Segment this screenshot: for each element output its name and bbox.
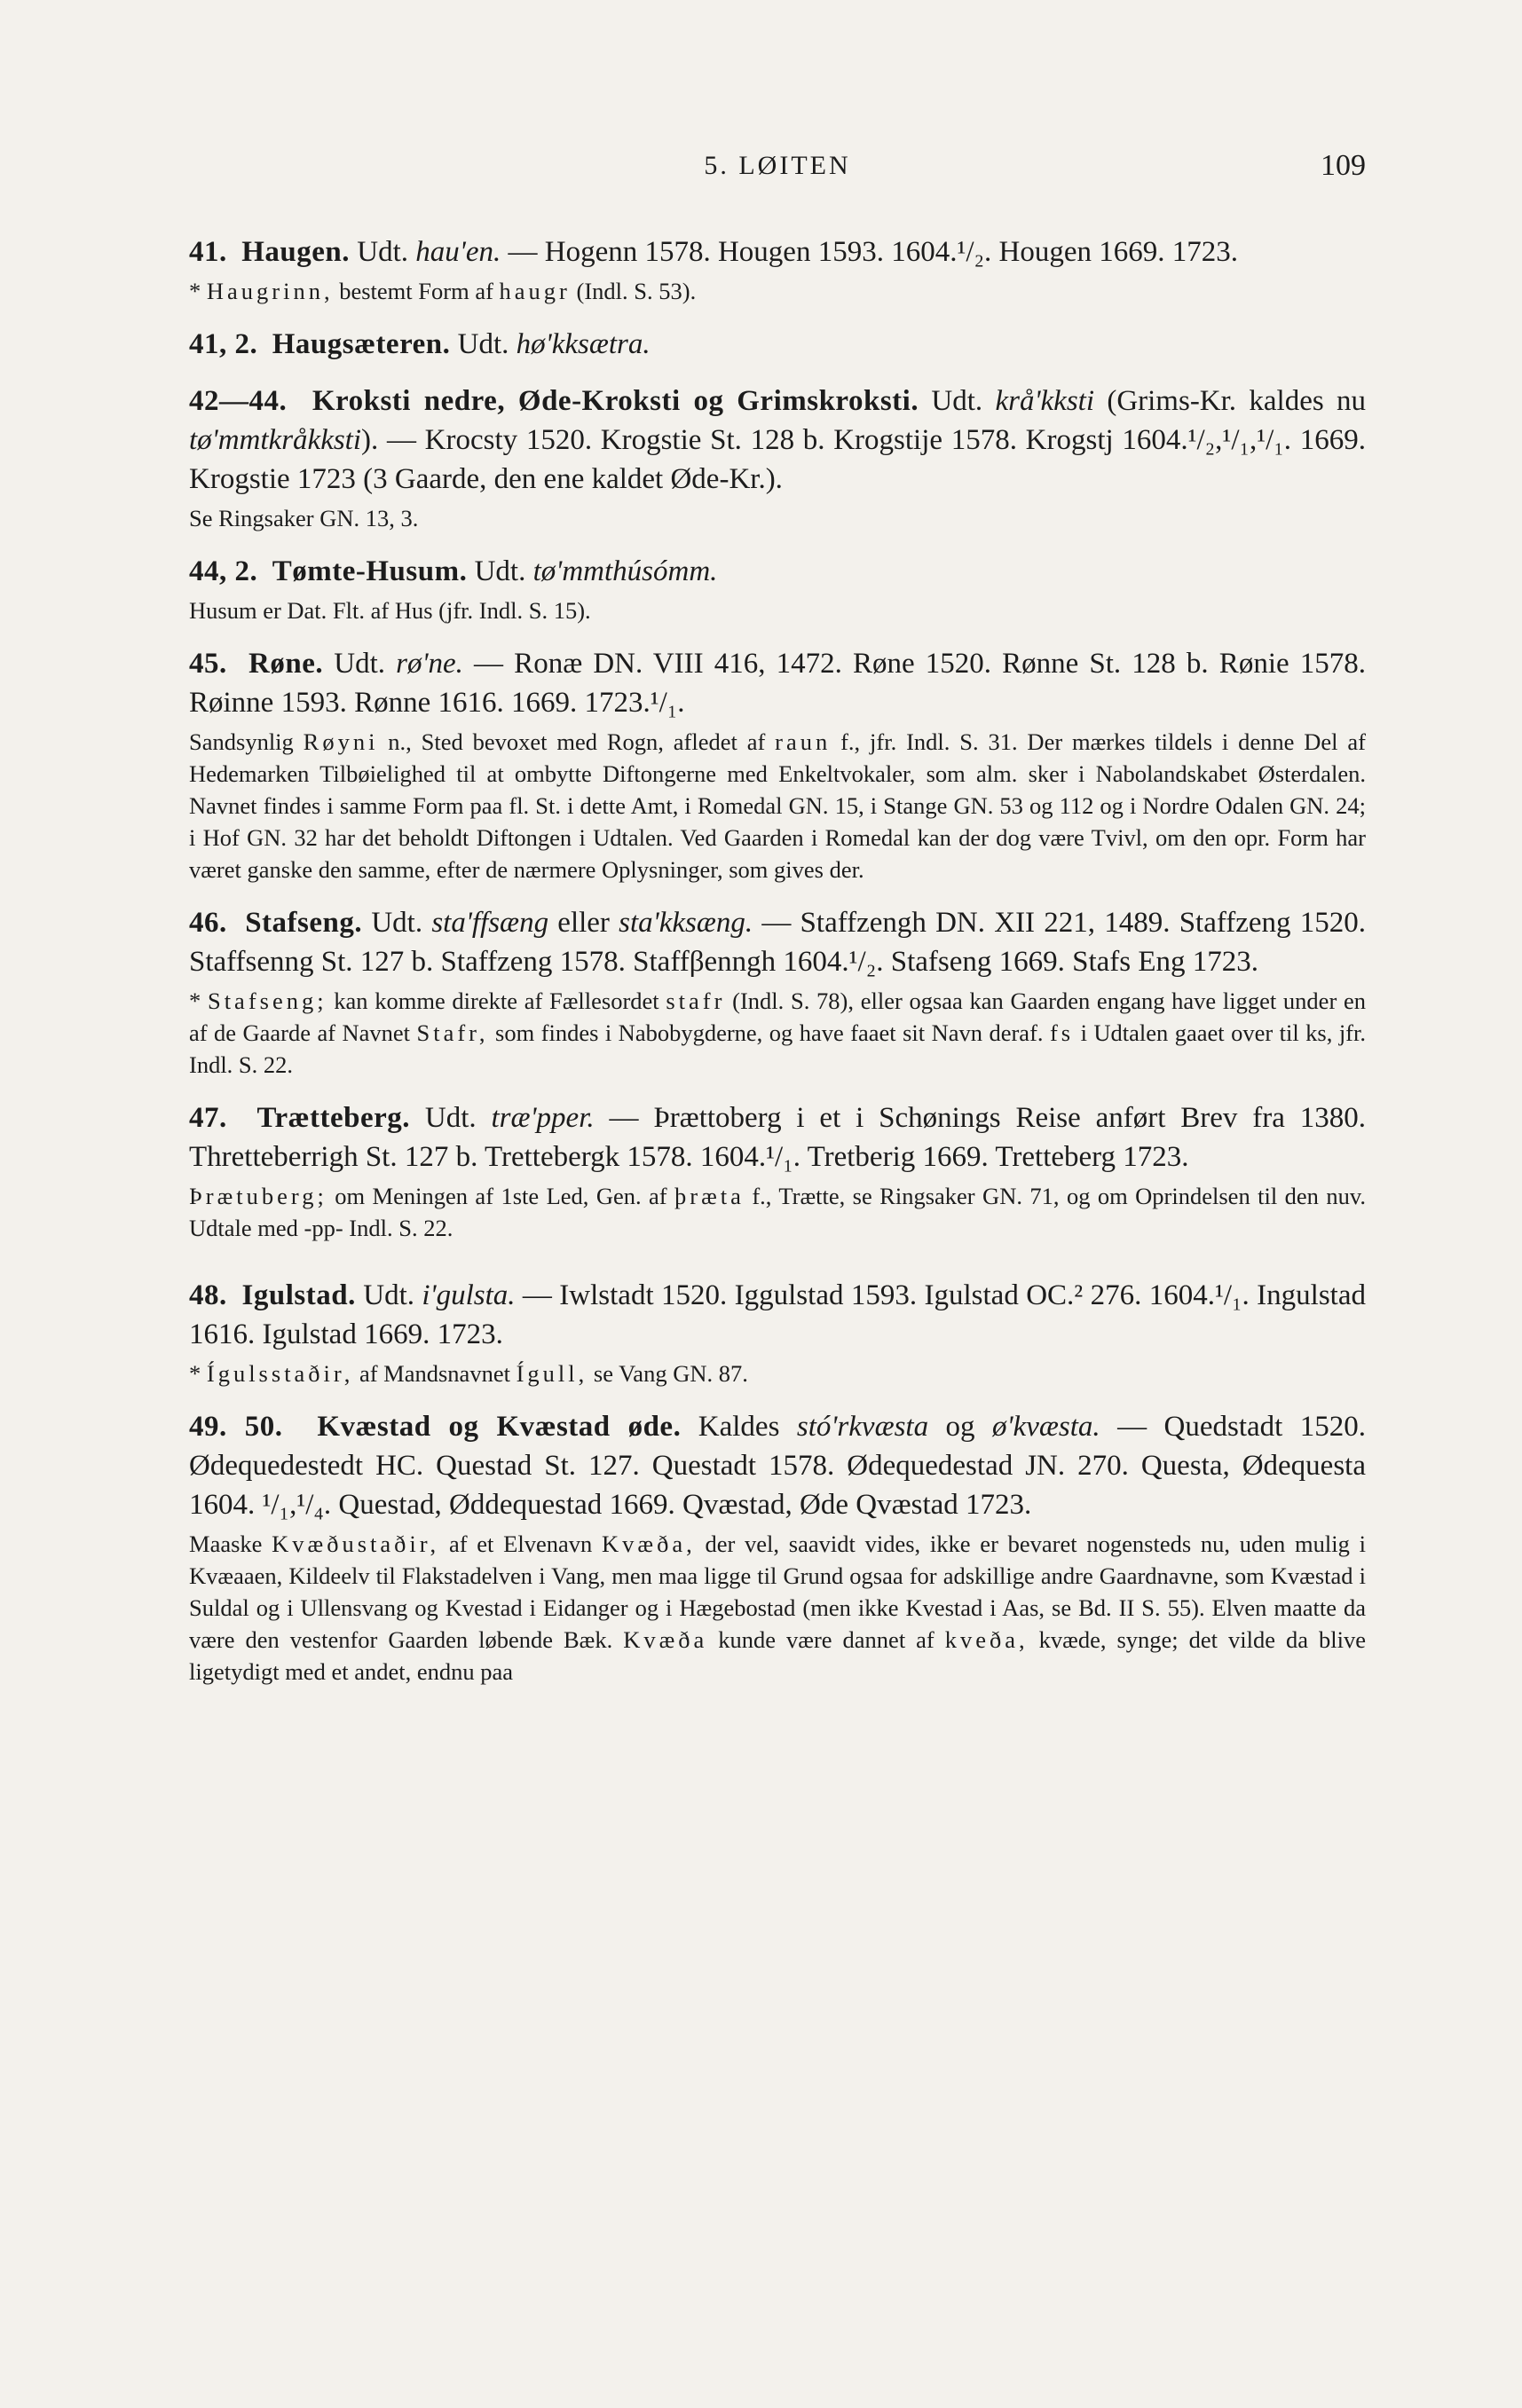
entry-text: — Ronæ DN. VIII 416, 1472. Røne 1520. Rønne St. 128 b. Rønie 1578. Røinne 1593. Rønne 1616. 1669. 1723.¹/₁. — [189, 648, 1367, 719]
entry-number: 47. — [189, 1102, 227, 1134]
note-spaced: Kvæðustaðir, — [272, 1531, 440, 1557]
farm-name: Trætteberg. — [256, 1102, 411, 1134]
entry-text: — Staffzengh DN. XII 221, 1489. Staffzeng 1520. Staffsenng St. 127 b. Staffzeng 1578. Staffβenngh 1604.¹/₂. Stafseng 1669. Stafs Eng 1723. — [189, 907, 1367, 978]
pronunciation: hau'en. — [415, 236, 501, 268]
note-spaced: Røyni — [303, 728, 379, 755]
page-header — [189, 151, 1366, 195]
entry-main — [189, 1098, 1366, 1176]
entry-text: Udt. — [919, 385, 996, 417]
farm-name: Haugsæteren. — [272, 328, 451, 360]
note-text: bestemt Form af — [333, 278, 500, 304]
note-text: n., Sted bevoxet med Rogn, afledet af — [378, 728, 776, 755]
note-text: som findes i Nabobygderne, og have faaet sit Navn deraf. — [488, 1019, 1050, 1046]
entry-47 — [189, 1098, 1366, 1244]
entry-main — [189, 644, 1366, 722]
note-spaced: Þrætuberg; — [189, 1183, 327, 1209]
entry-number: 45. — [189, 648, 227, 680]
entry-41-2 — [189, 325, 1366, 364]
note-text: Sandsynlig — [189, 728, 304, 755]
note-spaced: Stafseng; — [207, 988, 327, 1014]
note-spaced: haugr — [499, 278, 571, 304]
entry-49-50 — [189, 1407, 1366, 1688]
entry-text: — Þrættoberg i et i Schønings Reise anført Brev fra 1380. Thretteberrigh St. 127 b. Trettebergk 1578. 1604.¹/₁. Tretberig 1669. Tretteberg 1723. — [189, 1102, 1367, 1173]
pronunciation: krå'kksti — [995, 385, 1095, 417]
note-text: kan komme direkte af Fællesordet — [327, 988, 666, 1014]
entry-text: og — [928, 1411, 992, 1443]
note-spaced: raun — [775, 728, 832, 755]
farm-name: Stafseng. — [245, 907, 363, 939]
note-spaced: Haugrinn, — [206, 278, 334, 304]
entry-number: 49. 50. — [189, 1411, 283, 1443]
entry-note — [189, 1357, 1366, 1389]
entry-text: Udt. — [362, 907, 432, 939]
pronunciation: ø'kvæsta. — [992, 1411, 1100, 1443]
entry-note — [189, 275, 1366, 307]
entry-number: 44, 2. — [189, 555, 258, 587]
entry-text: — Iwlstadt 1520. Iggulstad 1593. Igulstad OC.² 276. 1604.¹/₁. Ingulstad 1616. Igulstad 1669. 1723. — [189, 1279, 1366, 1350]
note-spaced: kveða, — [944, 1626, 1029, 1653]
entry-note — [189, 1180, 1366, 1244]
entry-note — [189, 1528, 1366, 1688]
entry-number: 41. — [189, 236, 227, 268]
entry-main — [189, 1276, 1366, 1354]
entry-number: 41, 2. — [189, 328, 258, 360]
note-spaced: þræta — [674, 1183, 745, 1209]
note-text: om Meningen af 1ste Led, Gen. af — [327, 1183, 675, 1209]
note-text: * — [189, 988, 208, 1014]
entry-48 — [189, 1276, 1366, 1389]
entry-45 — [189, 644, 1366, 885]
entry-main — [189, 552, 1366, 591]
page-number: 109 — [1321, 149, 1366, 182]
entry-main — [189, 325, 1366, 364]
farm-name: Kvæstad og Kvæstad øde. — [317, 1411, 682, 1443]
pronunciation: hø'kksætra. — [516, 328, 651, 360]
entry-46 — [189, 903, 1366, 1081]
entry-text: Kaldes — [681, 1411, 797, 1443]
entry-text: — Hogenn 1578. Hougen 1593. 1604.¹/₂. Hougen 1669. 1723. — [501, 236, 1239, 268]
note-spaced: Ígull, — [516, 1360, 588, 1387]
pronunciation: tø'mmthúsómm. — [532, 555, 718, 587]
entry-text: ). — Krocsty 1520. Krogstie St. 128 b. Krogstije 1578. Krogstj 1604.¹/₂,¹/₁,¹/₁. 1669. Krogstie 1723 (3 Gaarde, den ene kaldet Øde-Kr.). — [189, 424, 1366, 495]
pronunciation: stó'rkvæsta — [796, 1411, 929, 1443]
note-text: kvæde, synge; det vilde da blive ligetydigt med et andet, endnu paa — [189, 1626, 1366, 1685]
note-text: af et Elvenavn — [439, 1531, 602, 1557]
entry-main — [189, 232, 1366, 271]
note-text: der vel, saavidt vides, ikke er bevaret nogensteds nu, uden mulig i Kvæaaen, Kildeelv til Flakstadelven i Vang, men maa ligge til Grund ogsaa for adskillige andre Gaardnavne, som Kvæstad i Suldal og i Ullensvang og Kvestad i Eidanger og i Hægebostad (men ikke Kvestad i Aas, se Bd. II S. 55). Elven maatte da være den vestenfor Gaarden løbende Bæk. — [189, 1531, 1366, 1653]
note-text: af Mandsnavnet — [353, 1360, 517, 1387]
entry-text: eller — [548, 907, 619, 939]
farm-name: Haugen. — [241, 236, 351, 268]
entry-note — [189, 726, 1366, 885]
entry-text: Udt. — [467, 555, 533, 587]
farm-name: Kroksti nedre, Øde-Kroksti og Grimskroksti. — [311, 385, 919, 417]
entry-41 — [189, 232, 1366, 307]
entry-note: Se Ringsaker GN. 13, 3. — [189, 505, 419, 531]
farm-name: Tømte-Husum. — [272, 555, 468, 587]
pronunciation: sta'kksæng. — [619, 907, 753, 939]
entry-42-44 — [189, 382, 1366, 534]
note-star: * — [189, 1360, 207, 1387]
farm-name: Igulstad. — [241, 1279, 356, 1311]
farm-name: Røne. — [248, 648, 324, 680]
note-text: (Indl. S. 78), eller ogsaa kan Gaarden engang have ligget under en af de Gaarde af Navnet — [189, 988, 1366, 1046]
entry-note — [189, 985, 1366, 1081]
note-text: se Vang GN. 87. — [588, 1360, 748, 1387]
note-star: * — [189, 278, 207, 304]
note-spaced: Ígulsstaðir, — [206, 1360, 354, 1387]
pronunciation: sta'ffsæng — [431, 907, 549, 939]
note-text: f., jfr. Indl. S. 31. Der mærkes tildels i denne Del af Hedemarken Tilbøielighed til at ombytte Diftongerne med Enkeltvokaler, som alm. sker i Nabolandskabet Østerdalen. Navnet findes i samme Form paa fl. St. i dette Amt, i Romedal GN. 15, i Stange GN. 53 og 112 og i Nordre Odalen GN. 24; i Hof GN. 32 har det beholdt Diftongen i Udtalen. Ved Gaarden i Romedal kan der dog være Tvivl, om den opr. Form har været ganske den samme, efter de nærmere Oplysninger, som gives der. — [189, 728, 1366, 883]
note-text: Maaske — [189, 1531, 272, 1557]
entry-text: Udt. — [450, 328, 517, 360]
entry-text: Udt. — [323, 648, 397, 680]
note-spaced: Kvæða, — [602, 1531, 696, 1557]
pronunciation: tø'mmtkråkksti — [189, 424, 362, 456]
entry-44-2 — [189, 552, 1366, 626]
pronunciation: rø'ne. — [396, 648, 463, 680]
entry-number: 48. — [189, 1279, 227, 1311]
entry-text: Udt. — [350, 236, 416, 268]
pronunciation: i'gulsta. — [422, 1279, 516, 1311]
entry-text: — Quedstadt 1520. Ødequedestedt HC. Questad St. 127. Questadt 1578. Ødequedestad JN. 270. Questa, Ødequesta 1604. ¹/₁,¹/₄. Questad, Øddequestad 1669. Qvæstad, Øde Qvæstad 1723. — [189, 1411, 1367, 1521]
note-text: f., Trætte, se Ringsaker GN. 71, og om Oprindelsen til den nuv. Udtale med -pp- Indl. S. 22. — [189, 1183, 1366, 1241]
entry-text: Udt. — [355, 1279, 422, 1311]
pronunciation: træ'pper. — [491, 1102, 595, 1134]
entry-note: Husum er Dat. Flt. af Hus (jfr. Indl. S. 15). — [189, 597, 591, 624]
note-text: (Indl. S. 53). — [570, 278, 697, 304]
entry-main — [189, 1407, 1366, 1524]
running-head: 5. LØITEN — [704, 151, 851, 180]
note-spaced: Stafr, — [416, 1019, 489, 1046]
entry-text: (Grims-Kr. kaldes nu — [1094, 385, 1366, 417]
entry-number: 46. — [189, 907, 227, 939]
note-spaced: stafr — [666, 988, 726, 1014]
note-spaced: Kvæða — [623, 1626, 708, 1653]
note-text: kunde være dannet af — [707, 1626, 945, 1653]
note-spaced: fs — [1049, 1019, 1075, 1046]
entry-main — [189, 903, 1366, 981]
note-text: i Udtalen gaaet over til ks, jfr. Indl. S. 22. — [189, 1019, 1366, 1078]
entry-number: 42—44. — [189, 385, 288, 417]
page-body — [189, 232, 1366, 1705]
entry-main — [189, 382, 1366, 499]
entry-text: Udt. — [410, 1102, 492, 1134]
